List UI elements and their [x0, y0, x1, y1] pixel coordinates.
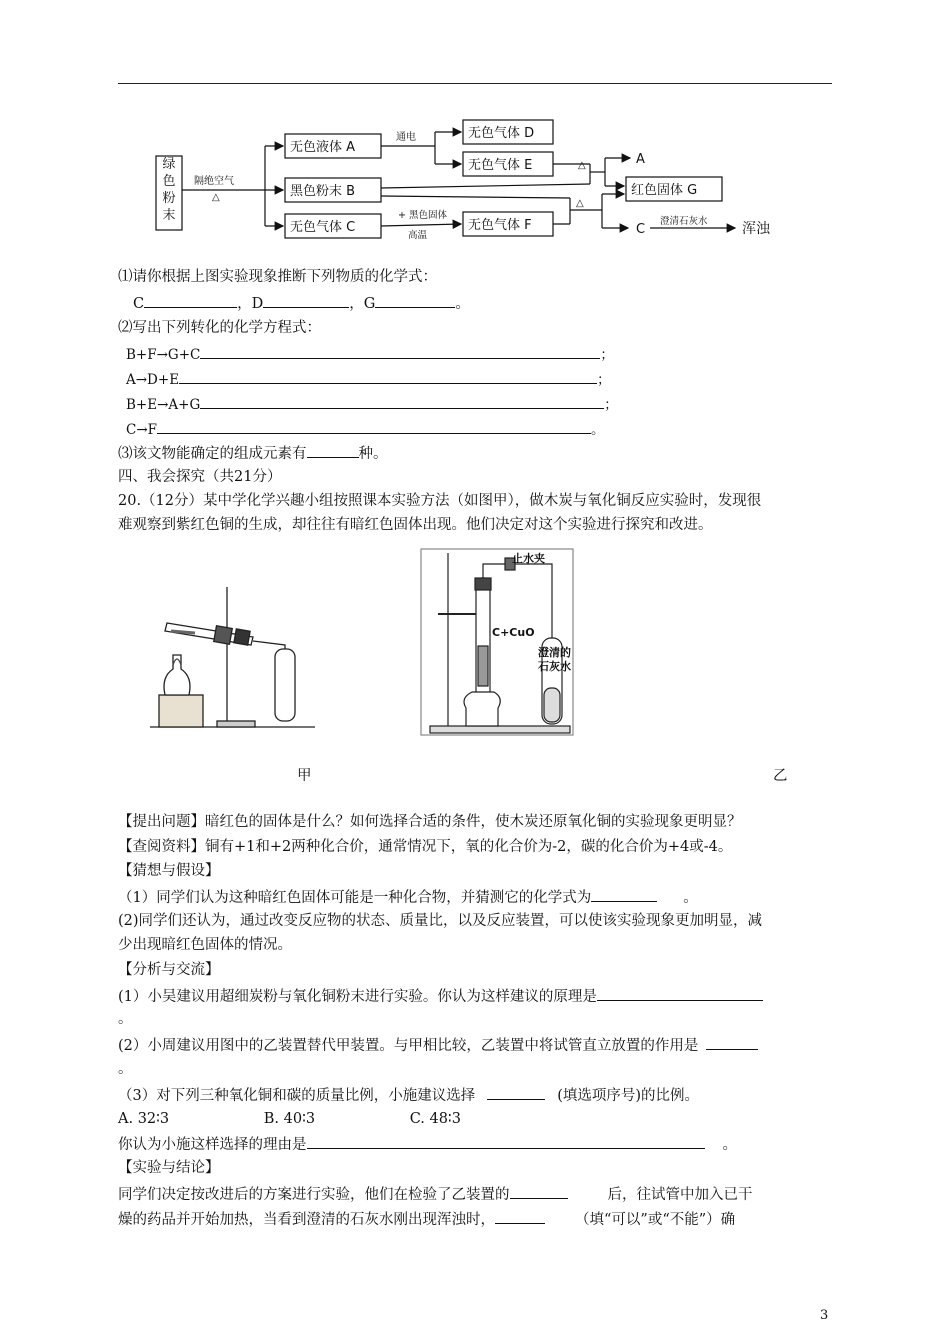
ana2-text: (2）小周建议用图中的乙装置替代甲装置。与甲相比较，乙装置中将试管直立放置的作用是	[118, 1038, 699, 1054]
eq2-blank[interactable]	[179, 369, 597, 384]
q1-G-label: ，G	[349, 296, 376, 312]
ana1-text: (1）小吴建议用超细炭粉与氧化铜粉末进行实验。你认为这样建议的原理是	[118, 989, 597, 1005]
q1-D-label: ，D	[237, 296, 264, 312]
eq2-label: A→D+E	[126, 372, 180, 388]
apparatus-jia	[145, 585, 320, 735]
isolate-air-label: 隔绝空气	[194, 176, 234, 187]
experiment-line-2	[118, 1209, 735, 1229]
product-C: C	[636, 222, 646, 237]
label-C: 无色气体 C	[290, 220, 356, 235]
eq4-line	[126, 419, 605, 439]
ana3-text-b: (填选项序号)的比例。	[557, 1088, 700, 1104]
analysis-title: 【分析与交流】	[118, 962, 220, 978]
answer-blank-G[interactable]	[375, 293, 455, 308]
exp2-text-b: （填“可以”或“不能”）确	[575, 1212, 736, 1228]
reason-blank[interactable]	[307, 1134, 705, 1149]
exp1-text-b: 后，往试管中加入已干	[607, 1187, 753, 1203]
analysis-3	[118, 1085, 699, 1105]
eq3-line	[126, 394, 618, 414]
electrolysis-label: 通电	[396, 132, 416, 143]
limewater-label-1: 澄清的	[538, 646, 571, 659]
q3-line	[118, 443, 388, 463]
label-A: 无色液体 A	[290, 140, 356, 155]
eq3-label: B+E→A+G	[126, 397, 201, 413]
hypothesis-2a: (2)同学们还认为，通过改变反应物的状态、质量比，以及反应装置，可以使该实验现象更加明显，减	[118, 913, 763, 929]
eq3-semi: ；	[604, 397, 618, 413]
reaction-flowchart	[150, 110, 790, 242]
answer-blank-D[interactable]	[263, 293, 349, 308]
label-F: 无色气体 F	[468, 218, 532, 233]
analysis-2-end: 。	[118, 1061, 133, 1077]
q1-blanks	[133, 293, 470, 313]
p20-line2: 难观察到紫红色铜的生成，却往往有暗红色固体出现。他们决定对这个实验进行探究和改进。	[118, 517, 713, 533]
green-powder-ch3: 粉	[162, 191, 176, 206]
eq3-blank[interactable]	[200, 394, 604, 409]
label-yi: 乙	[773, 768, 788, 784]
section-4-title: 四、我会探究（共21分）	[118, 469, 282, 485]
green-powder-ch2: 色	[162, 174, 176, 189]
ana2-blank[interactable]	[706, 1035, 758, 1050]
exp1-blank[interactable]	[510, 1184, 568, 1199]
label-E: 无色气体 E	[468, 158, 533, 173]
apparatus-yi	[420, 548, 575, 736]
ask-question: 【提出问题】暗红色的固体是什么？如何选择合适的条件，使木炭还原氧化铜的实验现象更明显？	[118, 814, 742, 830]
ana3-blank[interactable]	[487, 1085, 545, 1100]
analysis-1	[118, 986, 763, 1006]
p20-line1: 20.（12分）某中学化学兴趣小组按照课本实验方法（如图甲），做木炭与氧化铜反应实验时，发现很	[118, 493, 762, 509]
ana3-text-a: （3）对下列三种氧化铜和碳的质量比例，小施建议选择	[118, 1088, 476, 1104]
hyp1-blank[interactable]	[591, 887, 657, 902]
eq1-label: B+F→G+C	[126, 347, 201, 363]
clamp-label: 止水夹	[512, 552, 545, 565]
heat-symbol-3: △	[576, 198, 584, 209]
eq2-semi: ；	[597, 372, 611, 388]
lookup-info: 【查阅资料】铜有+1和+2两种化合价，通常情况下，氧的化合价为-2，碳的化合价为+4或-4。	[118, 839, 733, 855]
reason-period: 。	[722, 1137, 737, 1153]
exp1-text-a: 同学们决定按改进后的方案进行实验，他们在检验了乙装置的	[118, 1187, 510, 1203]
hypothesis-title: 【猜想与假设】	[118, 863, 220, 879]
ana1-blank[interactable]	[597, 986, 763, 1001]
exp2-text-a: 燥的药品并开始加热，当看到澄清的石灰水刚出现浑浊时，	[118, 1212, 495, 1228]
eq4-label: C→F	[126, 422, 158, 438]
limewater-label: 澄清石灰水	[660, 216, 708, 227]
analysis-1-end: 。	[118, 1011, 133, 1027]
option-c[interactable]: C. 48∶3	[409, 1111, 461, 1127]
options-line	[118, 1110, 461, 1128]
q3-blank[interactable]	[307, 443, 359, 458]
black-solid-label: + 黑色固体	[398, 210, 447, 221]
q2-prompt: ⑵写出下列转化的化学方程式：	[118, 320, 321, 336]
analysis-2	[118, 1035, 758, 1055]
limewater-label-2: 石灰水	[538, 660, 571, 673]
hyp1-period: 。	[683, 890, 698, 906]
eq1-blank[interactable]	[200, 344, 600, 359]
experiment-title: 【实验与结论】	[118, 1160, 220, 1176]
eq1-line	[126, 344, 614, 364]
reason-line	[118, 1134, 737, 1154]
q1-C-label: C	[133, 296, 145, 312]
option-b[interactable]: B. 40∶3	[263, 1111, 316, 1127]
exp2-blank[interactable]	[495, 1209, 545, 1224]
product-A: A	[636, 152, 645, 167]
heat-symbol: △	[212, 192, 220, 203]
label-B: 黑色粉末 B	[290, 184, 356, 199]
green-powder-ch1: 绿	[162, 157, 176, 172]
reason-text: 你认为小施这样选择的理由是	[118, 1137, 307, 1153]
q3-text1: ⑶该文物能确定的组成元素有	[118, 446, 307, 462]
q1-end: 。	[455, 296, 470, 312]
header-rule	[118, 83, 832, 84]
hypothesis-1	[118, 887, 698, 907]
option-a[interactable]: A. 32∶3	[118, 1111, 170, 1127]
q1-prompt: ⑴请你根据上图实验现象推断下列物质的化学式：	[118, 269, 437, 285]
experiment-line-1	[118, 1184, 753, 1204]
label-D: 无色气体 D	[468, 126, 535, 141]
eq4-period: 。	[591, 422, 605, 438]
hypothesis-2b: 少出现暗红色固体的情况。	[118, 937, 292, 953]
turbid-label: 浑浊	[742, 221, 770, 237]
label-jia: 甲	[297, 768, 312, 784]
green-powder-ch4: 末	[162, 208, 176, 223]
answer-blank-C[interactable]	[144, 293, 237, 308]
high-temp-label: 高温	[408, 230, 428, 241]
eq1-semi: ；	[600, 347, 614, 363]
eq4-blank[interactable]	[157, 419, 591, 434]
hyp1-text: （1）同学们认为这种暗红色固体可能是一种化合物，并猜测它的化学式为	[118, 890, 592, 906]
heat-symbol-2: △	[578, 160, 586, 171]
reagent-label: C+CuO	[492, 626, 535, 639]
eq2-line	[126, 369, 611, 389]
q3-text2: 种。	[358, 446, 388, 462]
label-G: 红色固体 G	[631, 183, 698, 198]
page-number: 3	[820, 1308, 829, 1323]
